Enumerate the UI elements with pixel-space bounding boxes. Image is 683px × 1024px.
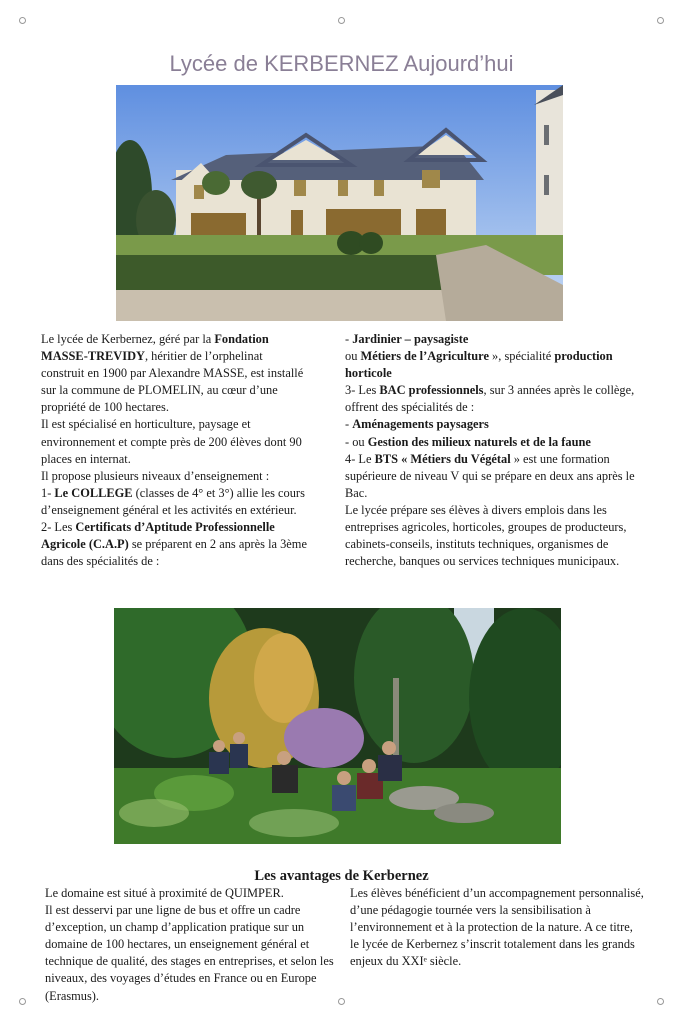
paragraph (345, 434, 645, 451)
bold-text: Le COLLEGE (54, 485, 133, 500)
paragraph (345, 331, 645, 348)
students-garden-photo (114, 608, 561, 844)
paragraph (41, 331, 309, 416)
school-building-photo (116, 85, 563, 321)
text: se préparent en 2 ans après la 3ème dans des spécialités de : (41, 537, 307, 569)
bold-text: Jardinier – paysagiste (352, 332, 469, 346)
paragraph (345, 382, 645, 416)
text: , héritier de l’orphelinat construit en 1900 par Alexandre MASSE, est installé sur la commune de PLOMELIN, au cœur d’une propriété de 100 hectares. (41, 349, 304, 415)
text: 2- Les (41, 520, 76, 535)
text: - ou (345, 434, 368, 449)
text: 1- (41, 485, 55, 500)
bold-text: Métiers de l’Agriculture (360, 349, 489, 364)
bold-text: Fondation MASSE-TREVIDY (41, 332, 269, 364)
text: - (345, 417, 353, 432)
advantages-right-column (350, 885, 644, 970)
text: » est une formation supérieure de niveau V qui se prépare en deux ans après le Bac. (345, 451, 635, 500)
paragraph: Les élèves bénéficient d’un accompagnement personnalisé, d’une pédagogie tournée vers la sensibilisation à l’environnement et à la protection de la nature. A ce titre, le lycée de Kerbernez s’inscrit totalement dans les grands enjeux du XXIᵉ siècle. (350, 886, 644, 969)
text: ou (345, 349, 361, 364)
paragraph (345, 348, 645, 382)
text: (classes de 4° et 3°) allie les cours d’enseignement général et les activités en extérieur. (41, 485, 305, 517)
section-heading: Les avantages de Kerbernez (254, 868, 429, 885)
registration-mark (19, 17, 26, 24)
bold-text: production horticole (345, 349, 613, 381)
text: 3- Les (345, 383, 380, 398)
paragraph (345, 416, 645, 433)
text: », spécialité (488, 349, 555, 364)
text: - (345, 332, 353, 346)
advantages-left-column (45, 885, 337, 1005)
paragraph: Il propose plusieurs niveaux d’enseignement : (41, 468, 270, 483)
paragraph: Il est spécialisé en horticulture, paysage et environnement et compte près de 200 élèves dont 90 places en internat. (41, 417, 302, 466)
intro-right-column (345, 331, 645, 570)
bold-text: Aménagements paysagers (352, 417, 489, 432)
registration-mark (657, 17, 664, 24)
text: , sur 3 années après le collège, offrent des spécialités de : (345, 383, 635, 415)
registration-mark (338, 998, 345, 1005)
text: Le lycée de Kerbernez, géré par la (41, 332, 215, 346)
paragraph (345, 451, 645, 502)
bold-text: Certificats d’Aptitude Professionnelle Agricole (C.A.P) (41, 520, 275, 552)
bold-text: BAC professionnels (379, 383, 484, 398)
paragraph: Le domaine est situé à proximité de QUIMPER. (45, 886, 284, 900)
registration-mark (338, 17, 345, 24)
text: 4- Le (345, 451, 375, 466)
bold-text: Gestion des milieux naturels et de la faune (367, 434, 591, 449)
paragraph: Le lycée prépare ses élèves à divers emplois dans les entreprises agricoles, horticoles, groupes de producteurs, cabinets-conseils, instituts techniques, organismes de recherche, banques ou services techniques municipaux. (345, 502, 627, 569)
bold-text: BTS « Métiers du Végétal (374, 451, 511, 466)
paragraph: Il est desservi par une ligne de bus et offre un cadre d’exception, un champ d’application pratique sur un domaine de 100 hectares, un enseignement général et technique de qualité, des stages en entreprises, et selon les niveaux, des voyages d’études en France ou en Europe (Erasmus). (45, 903, 334, 1003)
registration-mark (19, 998, 26, 1005)
intro-left-column (41, 331, 309, 570)
paragraph (41, 485, 309, 519)
paragraph (41, 519, 309, 570)
page-title: Lycée de KERBERNEZ Aujourd’hui (169, 50, 514, 76)
registration-mark (657, 998, 664, 1005)
